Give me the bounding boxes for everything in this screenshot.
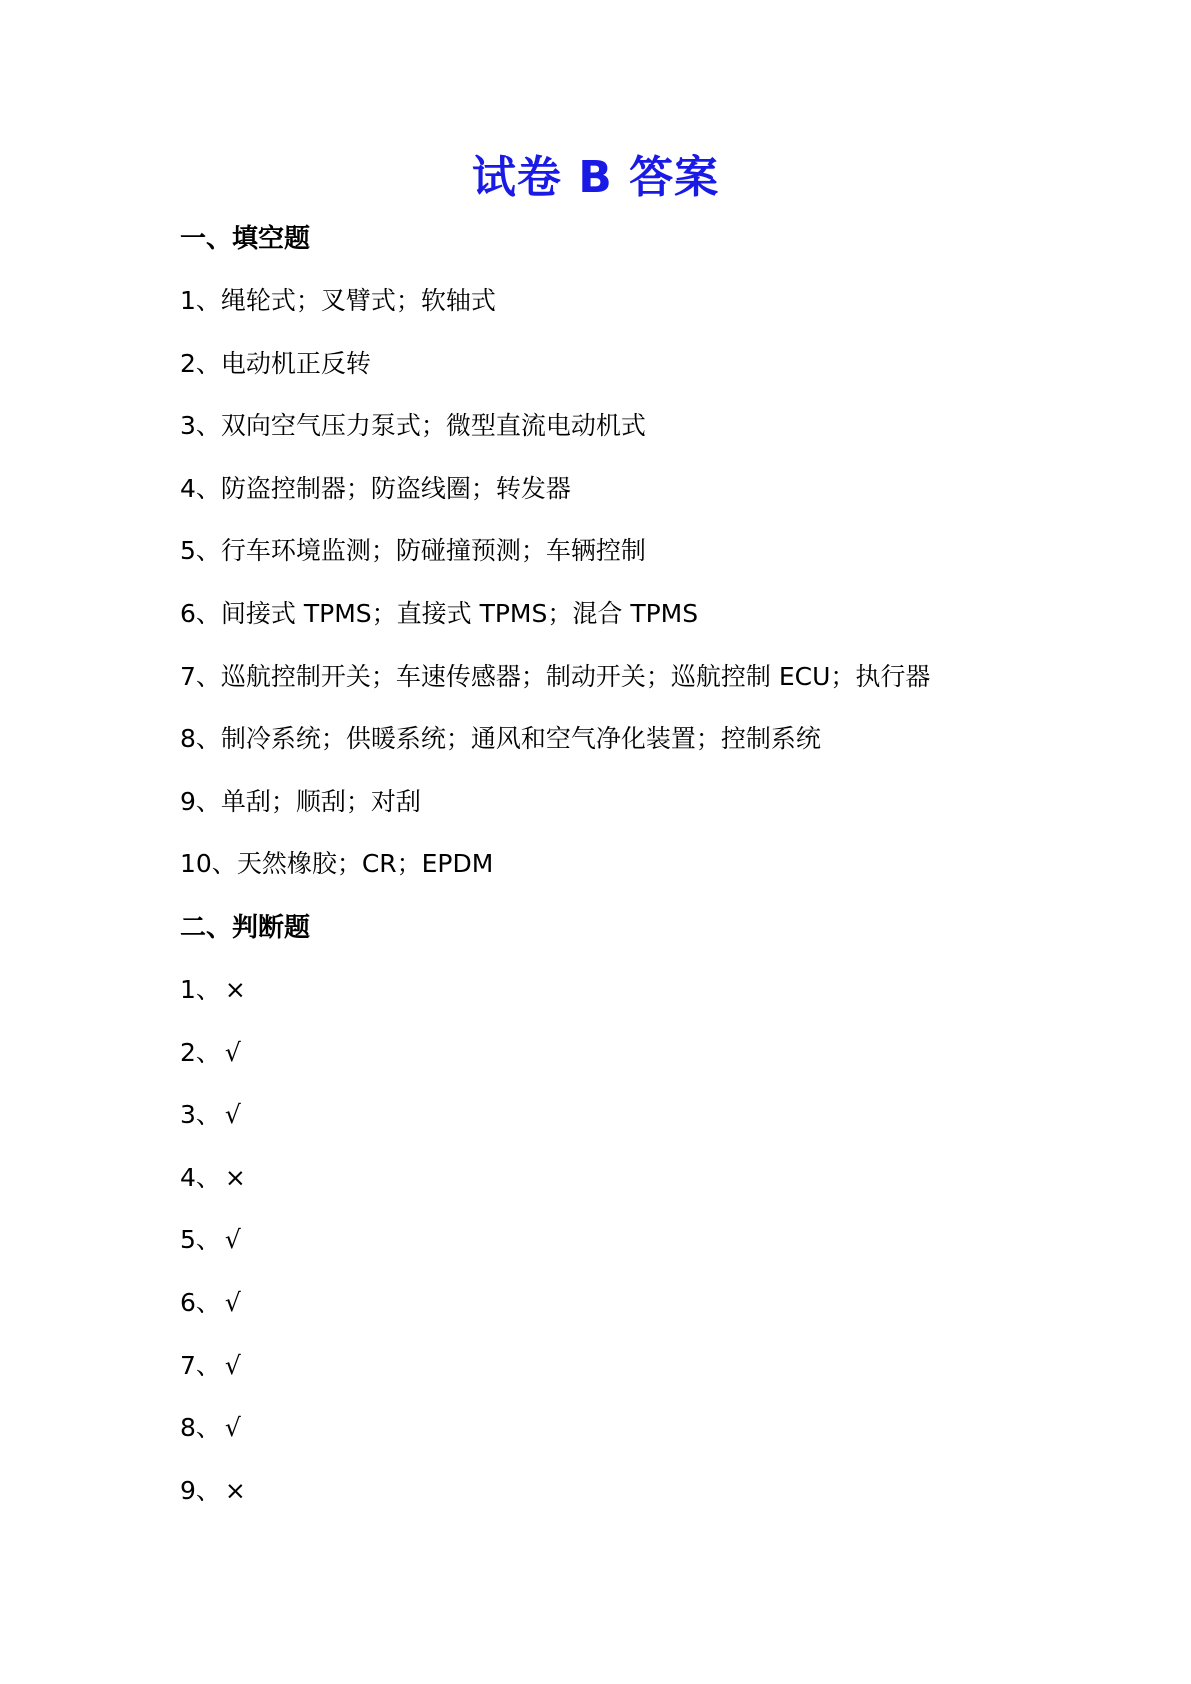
answer-text: 电动机正反转 [220,348,371,378]
fill-in-answer-4 [180,458,1080,521]
answer-number: 2、 [180,348,221,378]
fill-in-answer-8 [180,708,1080,771]
answer-mark: √ [224,1225,241,1255]
answer-mark: √ [224,1287,241,1317]
answer-number: 5、 [180,1225,221,1255]
fill-in-answer-10 [180,833,1080,896]
true-false-section [180,897,1080,1522]
true-false-answer-8 [180,1397,1080,1460]
true-false-answer-7 [180,1335,1080,1398]
answer-mark: × [224,1162,246,1192]
answer-number: 3、 [180,411,221,441]
fill-in-section [180,208,1080,896]
answer-text: 天然橡胶；CR；EPDM [236,849,494,879]
answer-number: 4、 [180,1162,221,1192]
answer-mark: × [224,1475,246,1505]
true-false-answer-2 [180,1022,1080,1085]
fill-in-answer-6 [180,583,1080,646]
answer-text: 制冷系统；供暖系统；通风和空气净化装置；控制系统 [220,724,821,754]
answer-number: 9、 [180,786,221,816]
answer-text: 绳轮式；叉臂式；软轴式 [220,286,496,315]
fill-in-answer-9 [180,771,1080,834]
section-heading-fill-in: 一、填空题 [180,224,311,254]
answer-number: 10、 [180,849,237,879]
answer-number: 7、 [180,661,221,691]
fill-in-answer-2 [180,333,1080,396]
answer-number: 2、 [180,1037,221,1067]
answer-number: 3、 [180,1100,221,1130]
answer-mark: √ [224,1413,241,1443]
answer-text: 巡航控制开关；车速传感器；制动开关；巡航控制 ECU；执行器 [220,661,931,691]
answer-number: 6、 [180,598,221,628]
answer-text: 双向空气压力泵式；微型直流电动机式 [220,411,646,441]
true-false-answer-6 [180,1272,1080,1335]
answer-mark: √ [224,1037,241,1067]
fill-in-answer-5 [180,520,1080,583]
answer-text: 行车环境监测；防碰撞预测；车辆控制 [220,536,646,566]
fill-in-answer-7 [180,646,1080,709]
answer-text: 间接式 TPMS；直接式 TPMS；混合 TPMS [220,598,699,628]
true-false-answer-5 [180,1209,1080,1272]
answer-number: 7、 [180,1350,221,1380]
answer-number: 8、 [180,724,221,754]
answer-number: 9、 [180,1475,221,1505]
answer-number: 1、 [180,975,221,1004]
page-title: 试卷 B 答案 [471,152,720,203]
answer-mark: × [224,975,246,1004]
answer-mark: √ [224,1100,241,1130]
section-heading-true-false: 二、判断题 [180,913,311,943]
answer-number: 6、 [180,1287,221,1317]
true-false-answer-1 [180,959,1080,1022]
answer-number: 8、 [180,1413,221,1443]
answer-number: 5、 [180,536,221,566]
true-false-answer-9 [180,1460,1080,1523]
answer-number: 4、 [180,473,221,503]
answer-number: 1、 [180,286,221,315]
true-false-answer-4 [180,1147,1080,1210]
fill-in-answer-3 [180,395,1080,458]
true-false-answer-3 [180,1084,1080,1147]
answer-text: 单刮；顺刮；对刮 [220,786,421,816]
answer-mark: √ [224,1350,241,1380]
answer-text: 防盗控制器；防盗线圈；转发器 [220,473,571,503]
fill-in-answer-1 [180,270,1080,333]
